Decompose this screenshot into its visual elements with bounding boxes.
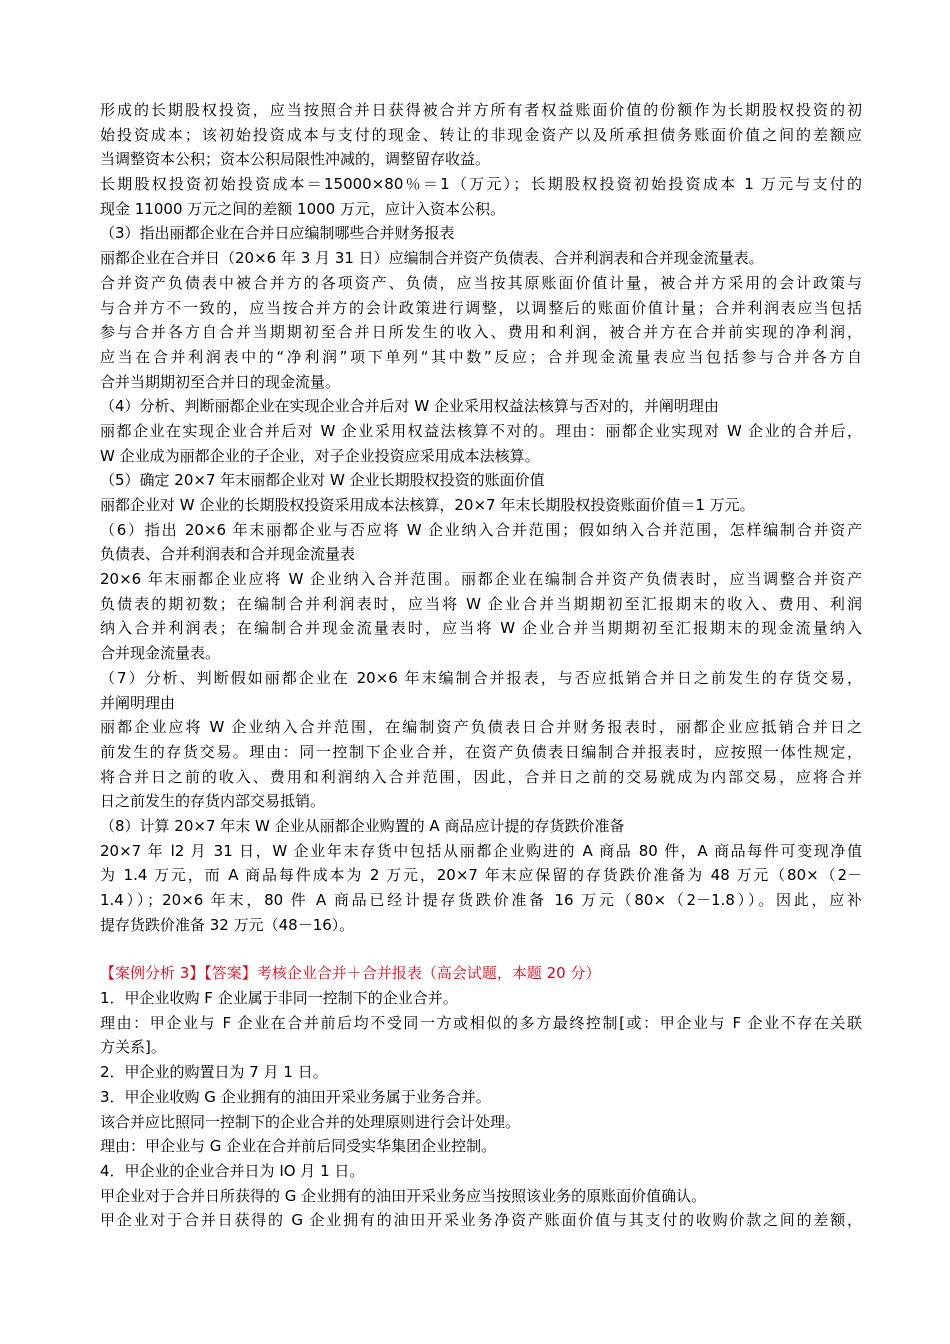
paragraph-line: 合并现金流量表。: [100, 644, 221, 663]
paragraph-line: 丽都企业在合并日（20×6 年 3 月 31 日）应编制合并资产负债表、合并利润表和合并现金流量表。: [100, 249, 764, 268]
question-heading: （5）确定 20×7 年末丽都企业对 W 企业长期股权投资的账面价值: [100, 471, 545, 490]
paragraph-line: 长期股权投资初始投资成本＝15000×80％＝1（万元）；长期股权投资初始投资成本 1 万元与支付的: [100, 175, 862, 194]
paragraph-line: 负债表的期初数；在编制合并利润表时，应当将 W 企业合并当期期初至汇报期末的收入、费用、利润: [100, 594, 862, 613]
answer-section-case3: [100, 986, 862, 1233]
question-heading: （8）计算 20×7 年末 W 企业从丽都企业购置的 A 商品应计提的存货跌价准备: [100, 816, 625, 835]
paragraph-line: 纳入合并利润表；在编制合并现金流量表时，应当将 W 企业合并当期期初至汇报期末的现金流量纳入: [100, 619, 862, 638]
answer-line: 甲企业对于合并日所获得的 G 企业拥有的油田开采业务应当按照该业务的原账面价值确认。: [100, 1186, 707, 1205]
question-heading: （3）指出丽都企业在合并日应编制哪些合并财务报表: [100, 224, 455, 243]
paragraph-line: 应当在合并利润表中的“净利润”项下单列“其中数”反应；合并现金流量表应当包括参与合并各方自: [100, 347, 862, 366]
paragraph-line: 日之前发生的存货内部交易抵销。: [100, 792, 326, 811]
paragraph-line: 现金 11000 万元之间的差额 1000 万元，应计入资本公积。: [100, 199, 505, 218]
paragraph-line: 参与合并各方自合并当期期初至合并日所发生的收入、费用和利润，被合并方在合并前实现的净利润，: [100, 323, 862, 342]
paragraph-line: 20×7 年 l2 月 31 日，W 企业年末存货中包括从丽都企业购进的 A 商品 80 件，A 商品每件可变现净值: [100, 841, 862, 860]
paragraph-line: 丽都企业应将 W 企业纳入合并范围，在编制资产负债表日合并财务报表时，丽都企业应抵销合并日之: [100, 718, 862, 737]
paragraph-line: 形成的长期股权投资，应当按照合并日获得被合并方所有者权益账面价值的份额作为长期股权投资的初: [100, 101, 862, 119]
answer-line: 理由：甲企业与 F 企业在合并前后均不受同一方或相似的多方最终控制[或：甲企业与 F 企业不存在关联: [100, 1013, 862, 1032]
answer-line: 甲企业对于合并日获得的 G 企业拥有的油田开采业务净资产账面价值与其支付的收购价款之间的差额，: [100, 1211, 862, 1230]
paragraph-line: 当调整资本公积；资本公积局限性冲减的，调整留存收益。: [100, 150, 491, 169]
paragraph-line: 合并当期期初至合并日的现金流量。: [100, 372, 341, 391]
section-gap: [100, 937, 862, 961]
answer-line: 1．甲企业收购 F 企业属于非同一控制下的企业合并。: [100, 989, 458, 1008]
document-page: [100, 98, 862, 1233]
case-analysis-3-header: 【案例分析 3】【答案】考核企业合并＋合并报表（高会试题，本题 20 分）: [100, 964, 601, 983]
question-heading: （7）分析、判断假如丽都企业在 20×6 年末编制合并报表，与否应抵销合并日之前发生的存货交易，: [100, 668, 862, 687]
paragraph-line: 1.4））；20×6 年末，80 件 A 商品已经计提存货跌价准备 16 万元（80×（2－1.8））。因此，应补: [100, 891, 862, 909]
answer-line: 该合并应比照同一控制下的企业合并的处理原则进行会计处理。: [100, 1112, 521, 1131]
question-heading: （4）分析、判断丽都企业在实现企业合并后对 W 企业采用权益法核算与否对的，并阐明理由: [100, 397, 719, 416]
answer-section-case2: [100, 98, 862, 937]
paragraph-line: 丽都企业在实现企业合并后对 W 企业采用权益法核算不对的。理由：丽都企业实现对 W 企业的合并后，: [100, 421, 862, 440]
paragraph-line: 合并资产负债表中被合并方的各项资产、负债，应当按其原账面价值计量，被合并方采用的会计政策与: [100, 273, 862, 292]
paragraph-line: 20×6 年末丽都企业应将 W 企业纳入合并范围。丽都企业在编制合并资产负债表时，应当调整合并资产: [100, 570, 862, 589]
paragraph-line: 将合并日之前的收入、费用和利润纳入合并范围，因此，合并日之前的交易就成为内部交易，应将合并: [100, 767, 862, 786]
question-heading: 负债表、合并利润表和合并现金流量表: [100, 545, 356, 564]
answer-line: 4．甲企业的企业合并日为 IO 月 1 日。: [100, 1161, 365, 1180]
paragraph-line: 为 1.4 万元，而 A 商品每件成本为 2 万元，20×7 年末应保留的存货跌价准备为 48 万元（80×（2－: [100, 866, 862, 885]
paragraph-line: 始投资成本；该初始投资成本与支付的现金、转让的非现金资产以及所承担债务账面价值之间的差额应: [100, 125, 862, 144]
paragraph-line: 与合并方不一致的，应当按合并方的会计政策进行调整，以调整后的账面价值计量；合并利润表应当包括: [100, 298, 862, 317]
answer-line: 2．甲企业的购置日为 7 月 1 日。: [100, 1063, 328, 1082]
paragraph-line: 前发生的存货交易。理由：同一控制下企业合并，在资产负债表日编制合并报表时，应按照一体性规定，: [100, 742, 862, 761]
paragraph-line: W 企业成为丽都企业的子企业，对子企业投资应采用成本法核算。: [100, 446, 540, 465]
answer-line: 方关系]。: [100, 1038, 166, 1057]
question-heading: 并阐明理由: [100, 693, 176, 712]
answer-line: 理由：甲企业与 G 企业在合并前后同受实华集团企业控制。: [100, 1137, 497, 1156]
question-heading: （6）指出 20×6 年末丽都企业与否应将 W 企业纳入合并范围；假如纳入合并范围，怎样编制合并资产: [100, 520, 862, 539]
paragraph-line: 提存货跌价准备 32 万元（48－16）。: [100, 915, 355, 934]
paragraph-line: 丽都企业对 W 企业的长期股权投资采用成本法核算，20×7 年末长期股权投资账面价值＝1 万元。: [100, 496, 755, 514]
answer-line: 3．甲企业收购 G 企业拥有的油田开采业务属于业务合并。: [100, 1087, 491, 1106]
